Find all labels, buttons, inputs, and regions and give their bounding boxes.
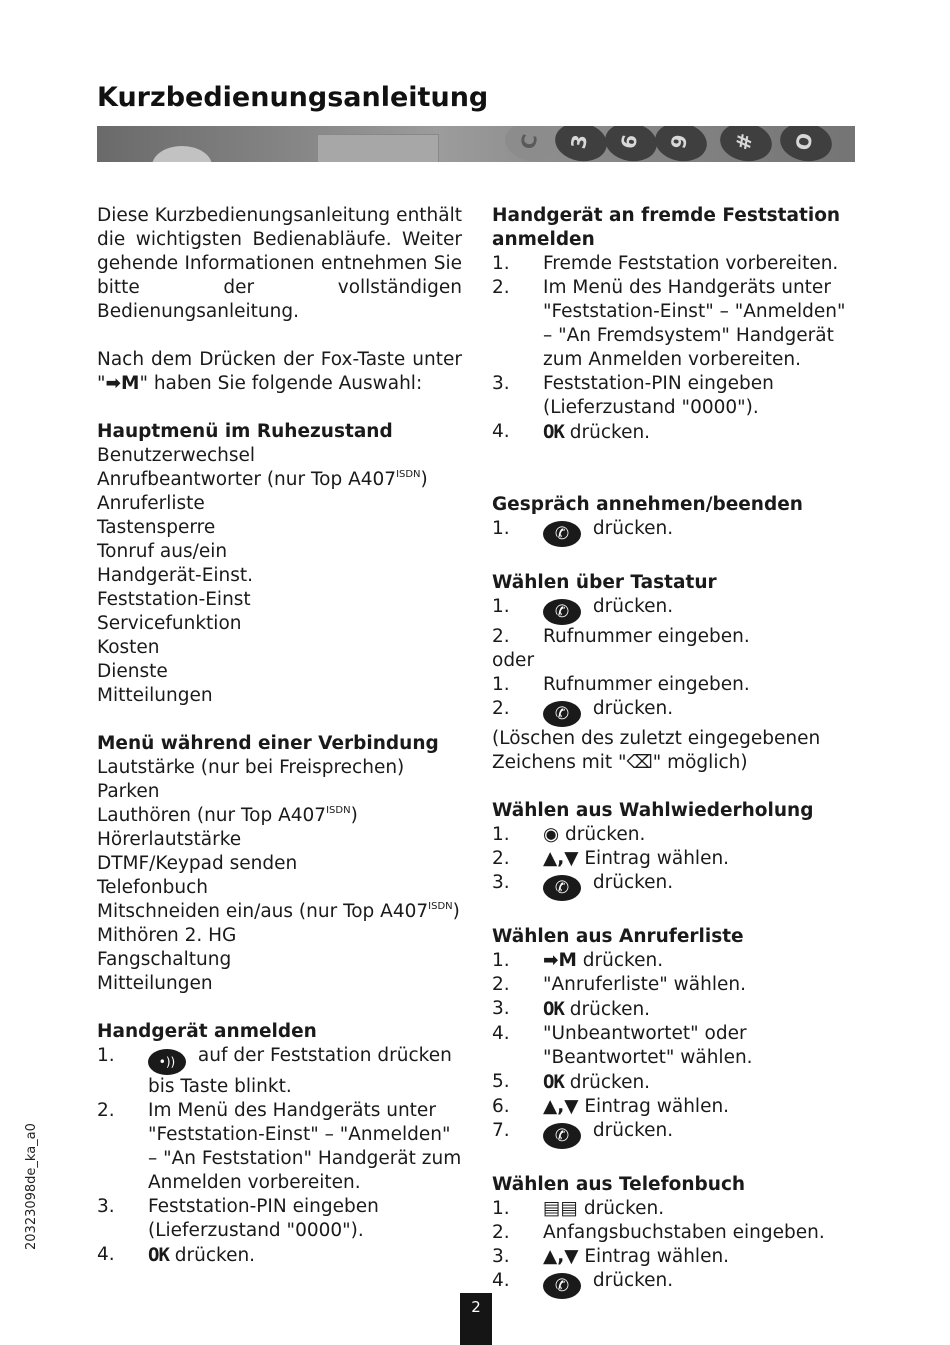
redial-heading: Wählen aus Wahlwiederholung: [492, 800, 814, 821]
list-item: [492, 1022, 856, 1070]
list-item: [492, 673, 856, 697]
ok-key-icon: OK: [543, 1071, 564, 1093]
document-code: 20323098de_ka_a0: [24, 1123, 39, 1250]
step-number: 1.: [492, 253, 510, 274]
list-item: [492, 847, 856, 871]
step-text: Eintrag wählen.: [578, 848, 730, 869]
banner-display: [317, 134, 439, 162]
list-item: [492, 252, 856, 276]
step-text: Feststation-PIN eingeben (Lieferzustand "0000").: [543, 373, 774, 418]
step-text: drücken.: [587, 698, 674, 719]
step-text: Eintrag wählen.: [578, 1246, 730, 1267]
delete-note: [492, 727, 856, 775]
menu-item: Lautstärke (nur bei Freisprechen): [97, 757, 405, 778]
step-text: drücken.: [563, 1072, 651, 1093]
call-steps: [492, 517, 856, 547]
step-number: 3.: [492, 998, 510, 1019]
list-item: [97, 1044, 462, 1099]
intro-paragraph: Diese Kurzbedienungsanleitung enthält die wichtigsten Bedienabläufe. Weiter gehende Informationen entnehmen Sie bitte der vollständigen Bedienungsanleitung.: [97, 205, 462, 322]
ok-key-icon: OK: [543, 421, 564, 443]
phonebook-key-icon: ▤▤: [543, 1198, 578, 1219]
step-number: 2.: [492, 848, 510, 869]
menu-item-text: Lauthören (nur Top A407: [97, 805, 327, 826]
step-text: Rufnummer eingeben.: [543, 674, 750, 695]
menu-item: DTMF/Keypad senden: [97, 853, 298, 874]
step-text: Im Menü des Handgeräts unter "Feststation-Einst" – "Anmelden" – "An Fremdsystem" Handgerät zum Anmelden vorbereiten.: [543, 277, 846, 370]
banner-key: #: [717, 126, 775, 162]
step-number: 4.: [492, 1270, 510, 1291]
menu-item: Mithören 2. HG: [97, 925, 237, 946]
menu-item: Tastensperre: [97, 517, 216, 538]
menu-item: [97, 900, 462, 924]
ok-key-icon: OK: [148, 1244, 169, 1266]
up-down-keys-icon: ▲,▼: [543, 1246, 579, 1267]
step-text: Fremde Feststation vorbereiten.: [543, 253, 839, 274]
list-item: [492, 372, 856, 420]
banner-key: 3: [552, 126, 610, 162]
list-item: [97, 1243, 462, 1268]
banner-key: 6: [602, 126, 660, 162]
step-number: 1.: [492, 518, 510, 539]
list-item: [492, 595, 856, 625]
list-item: [492, 1095, 856, 1119]
menu-item: Dienste: [97, 661, 168, 682]
isdn-sup: ISDN: [326, 805, 351, 816]
menu-item: Benutzerwechsel: [97, 445, 256, 466]
phonebook-steps: [492, 1197, 856, 1299]
phone-keypad-banner: [97, 126, 855, 162]
menu-item: Telefonbuch: [97, 877, 208, 898]
menu-item-text: Mitschneiden ein/aus (nur Top A407: [97, 901, 429, 922]
step-text: drücken.: [563, 999, 651, 1020]
keypad-heading: Wählen über Tastatur: [492, 572, 717, 593]
talk-key-icon: ✆: [543, 875, 581, 901]
step-number: 3.: [492, 373, 510, 394]
delete-note-text: (Löschen des zuletzt eingegebenen Zeichens mit ": [492, 728, 821, 773]
menu-item: Anruferliste: [97, 493, 205, 514]
step-text: "Unbeantwortet" oder "Beantwortet" wählen.: [543, 1023, 753, 1068]
step-text: drücken.: [168, 1245, 256, 1266]
callers-steps: [492, 949, 856, 1149]
isdn-sup: ISDN: [428, 901, 453, 912]
step-text: drücken.: [587, 872, 674, 893]
list-item: [492, 1070, 856, 1095]
step-number: 2.: [97, 1100, 115, 1121]
menu-item: Tonruf aus/ein: [97, 541, 228, 562]
foreign-heading: Handgerät an fremde Feststation anmelden: [492, 205, 841, 250]
ok-key-icon: OK: [543, 998, 564, 1020]
banner-key: C: [502, 126, 560, 162]
fox-text: Nach dem Drücken der Fox-Taste unter ": [97, 349, 462, 394]
step-number: 1.: [492, 1198, 510, 1219]
menu-item: Kosten: [97, 637, 160, 658]
list-item: [492, 1119, 856, 1149]
step-number: 1.: [492, 950, 510, 971]
menu-item: [97, 804, 462, 828]
step-text: "Anruferliste" wählen.: [543, 974, 746, 995]
fox-paragraph: [97, 348, 462, 396]
delete-key-icon: ⌫: [626, 752, 653, 773]
talk-key-icon: ✆: [543, 701, 581, 727]
list-item: [492, 697, 856, 727]
foreign-steps: [492, 252, 856, 445]
step-number: 4.: [492, 421, 510, 442]
menu-item-text: Anrufbeantworter (nur Top A407: [97, 469, 397, 490]
redial-steps: [492, 823, 856, 901]
step-number: 2.: [492, 626, 510, 647]
menu-item: Handgerät-Einst.: [97, 565, 254, 586]
list-item: [492, 420, 856, 445]
step-text: drücken.: [577, 1198, 665, 1219]
menu-item: Feststation-Einst: [97, 589, 251, 610]
keypad-steps: [492, 595, 856, 649]
step-text: auf der Feststation drücken bis Taste blinkt.: [148, 1045, 452, 1097]
list-item: [492, 1197, 856, 1221]
step-text: drücken.: [587, 1120, 674, 1141]
page-title: Kurzbedienungsanleitung: [97, 82, 489, 113]
register-heading: Handgerät anmelden: [97, 1021, 317, 1042]
menu-item: Mitteilungen: [97, 685, 213, 706]
menu-item: Servicefunktion: [97, 613, 242, 634]
step-text: Feststation-PIN eingeben (Lieferzustand "0000").: [148, 1196, 379, 1241]
redial-key-icon: ◉: [543, 824, 560, 845]
isdn-sup: ISDN: [396, 469, 421, 480]
list-item: [492, 1269, 856, 1299]
up-down-keys-icon: ▲,▼: [543, 1096, 579, 1117]
menu-item: Parken: [97, 781, 160, 802]
keypad-steps-alt: [492, 673, 856, 727]
left-column: [97, 204, 462, 1268]
step-number: 1.: [492, 674, 510, 695]
step-number: 4.: [97, 1244, 115, 1265]
step-text: Im Menü des Handgeräts unter "Feststation-Einst" – "Anmelden" – "An Feststation" Handgerät zum Anmelden vorbereiten.: [148, 1100, 462, 1193]
list-item: [492, 276, 856, 372]
list-item: [492, 997, 856, 1022]
step-text: Anfangsbuchstaben eingeben.: [543, 1222, 825, 1243]
list-item: [492, 973, 856, 997]
close-paren: ): [420, 469, 428, 490]
list-item: [97, 1195, 462, 1243]
list-item: [492, 871, 856, 901]
menu-item: [97, 468, 462, 492]
list-item: [97, 1099, 462, 1195]
list-item: [492, 1221, 856, 1245]
banner-key: O: [777, 126, 835, 162]
step-number: 1.: [492, 824, 510, 845]
callers-heading: Wählen aus Anruferliste: [492, 926, 744, 947]
right-column: [492, 204, 856, 1299]
close-paren: ): [452, 901, 460, 922]
call-heading: Gespräch annehmen/beenden: [492, 494, 803, 515]
step-number: 7.: [492, 1120, 510, 1141]
page-number: 2: [460, 1293, 492, 1345]
step-text: drücken.: [563, 422, 651, 443]
list-item: [492, 625, 856, 649]
menu-item: Mitteilungen: [97, 973, 213, 994]
list-item: [492, 1245, 856, 1269]
step-number: 3.: [97, 1196, 115, 1217]
list-item: [492, 823, 856, 847]
delete-note-text: " möglich): [652, 752, 748, 773]
up-down-keys-icon: ▲,▼: [543, 848, 579, 869]
phonebook-heading: Wählen aus Telefonbuch: [492, 1174, 746, 1195]
step-number: 6.: [492, 1096, 510, 1117]
banner-key: 9: [652, 126, 710, 162]
step-text: Eintrag wählen.: [578, 1096, 730, 1117]
step-number: 2.: [492, 1222, 510, 1243]
banner-knob: [152, 146, 212, 162]
step-text: Rufnummer eingeben.: [543, 626, 750, 647]
close-paren: ): [350, 805, 358, 826]
talk-key-icon: ✆: [543, 599, 581, 625]
list-item: [492, 949, 856, 973]
or-text: oder: [492, 650, 535, 671]
register-steps: [97, 1044, 462, 1268]
step-number: 3.: [492, 872, 510, 893]
step-number: 2.: [492, 974, 510, 995]
step-number: 3.: [492, 1246, 510, 1267]
step-text: drücken.: [587, 596, 674, 617]
menu-key-icon: ➡M: [543, 950, 577, 971]
step-number: 2.: [492, 698, 510, 719]
step-number: 1.: [97, 1045, 115, 1066]
call-menu-heading: Menü während einer Verbindung: [97, 733, 439, 754]
talk-key-icon: ✆: [543, 521, 581, 547]
menu-item: Hörerlautstärke: [97, 829, 242, 850]
step-text: drücken.: [587, 518, 674, 539]
step-number: 1.: [492, 596, 510, 617]
list-item: [492, 517, 856, 547]
step-number: 5.: [492, 1071, 510, 1092]
menu-item: Fangschaltung: [97, 949, 232, 970]
fox-text: " haben Sie folgende Auswahl:: [139, 373, 423, 394]
step-text: drücken.: [559, 824, 646, 845]
step-text: drücken.: [576, 950, 664, 971]
step-number: 4.: [492, 1023, 510, 1044]
step-number: 2.: [492, 277, 510, 298]
fox-menu-icon: ➡M: [105, 373, 140, 394]
step-text: drücken.: [587, 1270, 674, 1291]
talk-key-icon: ✆: [543, 1123, 581, 1149]
talk-key-icon: ✆: [543, 1273, 581, 1299]
main-menu-heading: Hauptmenü im Ruhezustand: [97, 421, 393, 442]
paging-key-icon: •)): [148, 1049, 186, 1075]
